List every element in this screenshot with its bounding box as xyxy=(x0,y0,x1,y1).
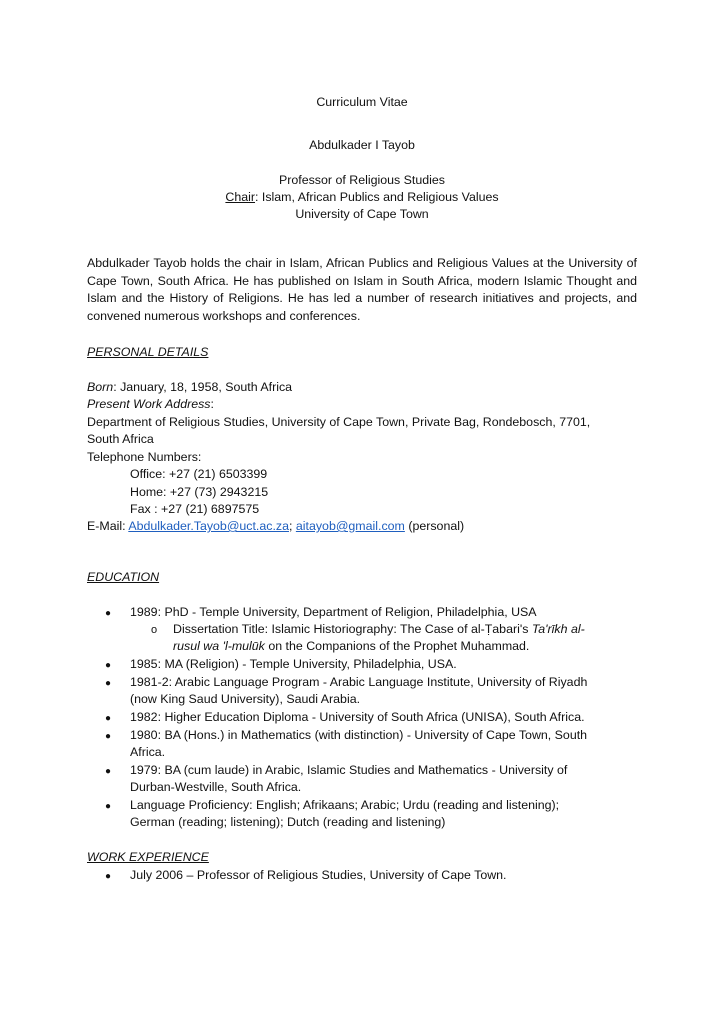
bullet-icon: ● xyxy=(105,801,112,812)
education-item-languages: Language Proficiency: English; Afrikaans; Arabic; Urdu (reading and listening); xyxy=(130,798,560,812)
home-phone: Home: +27 (73) 2943215 xyxy=(130,485,269,499)
email-line xyxy=(87,518,464,536)
work-address-label: Present Work Address xyxy=(87,397,211,411)
document-title: Curriculum Vitae xyxy=(316,95,408,109)
email-label: E-Mail: xyxy=(87,519,129,533)
dissertation-prefix: Dissertation Title: Islamic Historiography: The Case of al-Ṭabari's xyxy=(173,622,532,636)
education-item-languages-cont: German (reading; listening); Dutch (reading and listening) xyxy=(130,815,446,829)
office-phone: Office: +27 (21) 6503399 xyxy=(130,467,268,481)
bullet-icon: ● xyxy=(105,660,112,671)
work-address-label-line xyxy=(87,396,214,414)
education-item-ba: 1979: BA (cum laude) in Arabic, Islamic Studies and Mathematics - University of xyxy=(130,763,568,777)
education-item-ba-cont: Durban-Westville, South Africa. xyxy=(130,780,302,794)
email-link-work[interactable]: Abdulkader.Tayob@uct.ac.za xyxy=(128,519,289,533)
born-line xyxy=(87,379,292,397)
work-address-line-1: Department of Religious Studies, University of Cape Town, Private Bag, Rondebosch, 7701, xyxy=(87,415,591,429)
work-address-colon: : xyxy=(210,397,214,411)
education-item-ma: 1985: MA (Religion) - Temple University, Philadelphia, USA. xyxy=(130,657,457,671)
bullet-icon: ● xyxy=(105,608,112,619)
sub-bullet-icon: o xyxy=(151,624,158,636)
born-label: Born xyxy=(87,380,114,394)
bio-summary: Abdulkader Tayob holds the chair in Islam, African Publics and Religious Values at the University of Cape Town, South Africa. He has published on Islam in South Africa, modern Islamic Thought and Islam and the History of Religions. He has led a number of research initiatives and projects, and convened numerous workshops and conferences. xyxy=(87,256,637,323)
dissertation-italic-2: rusul wa 'l-mulūk xyxy=(173,639,265,653)
dissertation-suffix: on the Companions of the Prophet Muhammad. xyxy=(264,639,530,653)
institution-name: University of Cape Town xyxy=(295,207,429,221)
work-experience-heading: WORK EXPERIENCE xyxy=(87,850,209,864)
bullet-icon: ● xyxy=(105,871,112,882)
work-item-professor: July 2006 – Professor of Religious Studies, University of Cape Town. xyxy=(130,868,507,882)
fax-number: Fax : +27 (21) 6897575 xyxy=(130,502,260,516)
education-item-arabic-program-cont: (now King Saud University), Saudi Arabia. xyxy=(130,692,361,706)
email-separator: ; xyxy=(288,519,296,533)
chair-label: Chair xyxy=(225,190,256,204)
position-title: Professor of Religious Studies xyxy=(279,173,445,187)
born-value: : January, 18, 1958, South Africa xyxy=(113,380,293,394)
education-heading: EDUCATION xyxy=(87,570,160,584)
dissertation-title xyxy=(173,621,641,639)
dissertation-title-cont xyxy=(173,638,641,656)
education-item-phd: 1989: PhD - Temple University, Department of Religion, Philadelphia, USA xyxy=(130,605,537,619)
email-link-personal[interactable]: aitayob@gmail.com xyxy=(295,519,405,533)
bullet-icon: ● xyxy=(105,678,112,689)
education-item-ba-hons-cont: Africa. xyxy=(130,745,166,759)
chair-title xyxy=(0,189,724,207)
email-suffix: (personal) xyxy=(404,519,465,533)
telephone-label: Telephone Numbers: xyxy=(87,450,202,464)
chair-name: : Islam, African Publics and Religious Values xyxy=(255,190,499,204)
bullet-icon: ● xyxy=(105,713,112,724)
author-name: Abdulkader I Tayob xyxy=(309,138,415,152)
personal-details-heading: PERSONAL DETAILS xyxy=(87,345,209,359)
education-item-arabic-program: 1981-2: Arabic Language Program - Arabic Language Institute, University of Riyadh xyxy=(130,675,588,689)
bullet-icon: ● xyxy=(105,731,112,742)
education-item-ba-hons: 1980: BA (Hons.) in Mathematics (with distinction) - University of Cape Town, South xyxy=(130,728,588,742)
dissertation-italic-1: Ta'rīkh al- xyxy=(531,622,585,636)
bullet-icon: ● xyxy=(105,766,112,777)
education-item-hed: 1982: Higher Education Diploma - University of South Africa (UNISA), South Africa. xyxy=(130,710,585,724)
work-address-line-2: South Africa xyxy=(87,432,154,446)
